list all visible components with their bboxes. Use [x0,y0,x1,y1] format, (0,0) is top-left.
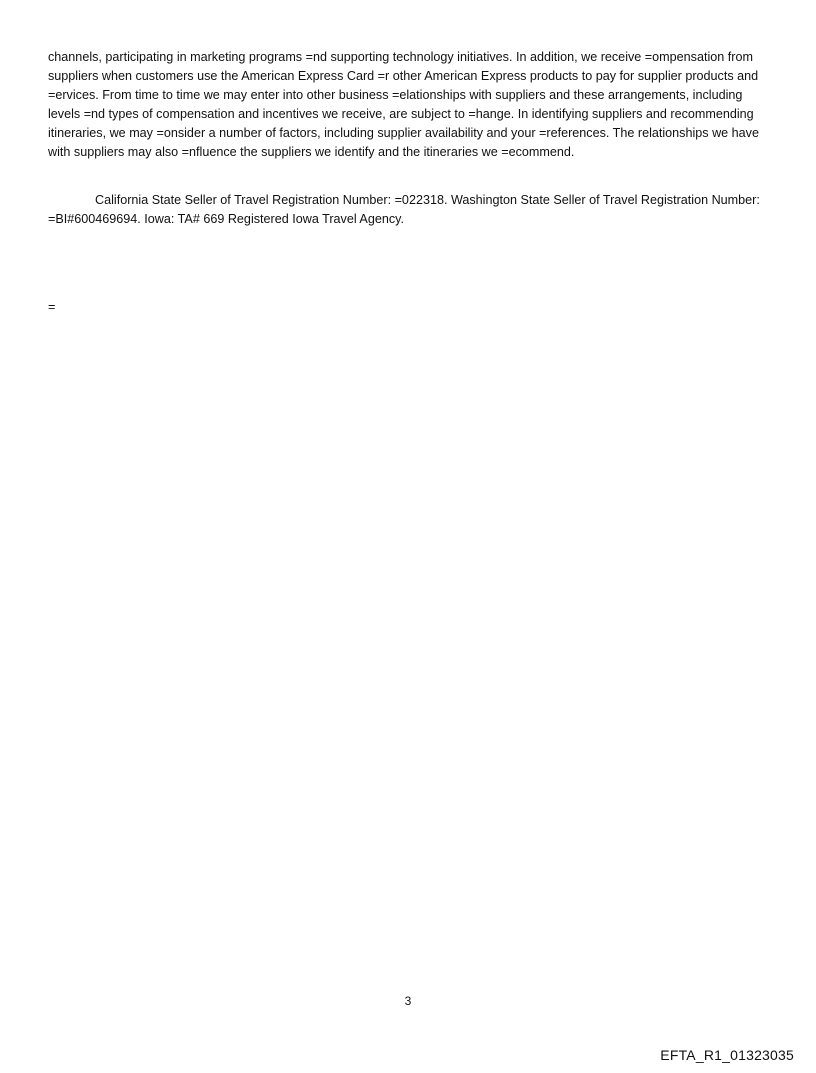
paragraph-supplier-relationships: channels, participating in marketing programs =nd supporting technology initiatives. In addition, we receive =ompensation from suppliers when customers use the American Express Card =r other American Express products to pay for supplier products and =ervices. From time to time we may enter into other business =elationships with suppliers and these arrangements, including levels =nd types of compensation and incentives we receive, are subject to =hange. In identifying suppliers and recommending itineraries, we may =onsider a number of factors, including supplier availability and your =references. The relationships we have with suppliers may also =nfluence the suppliers we identify and the itineraries we =ecommend. [48,50,759,159]
stray-equals-mark: = [48,300,56,314]
paragraph-registration-numbers: California State Seller of Travel Registration Number: =022318. Washington State Seller of Travel Registration Number: =BI#600469694. Iowa: TA# 669 Registered Iowa Travel Agency. [48,193,760,226]
page-number: 3 [404,994,412,1008]
document-id: EFTA_R1_01323035 [660,1047,794,1063]
